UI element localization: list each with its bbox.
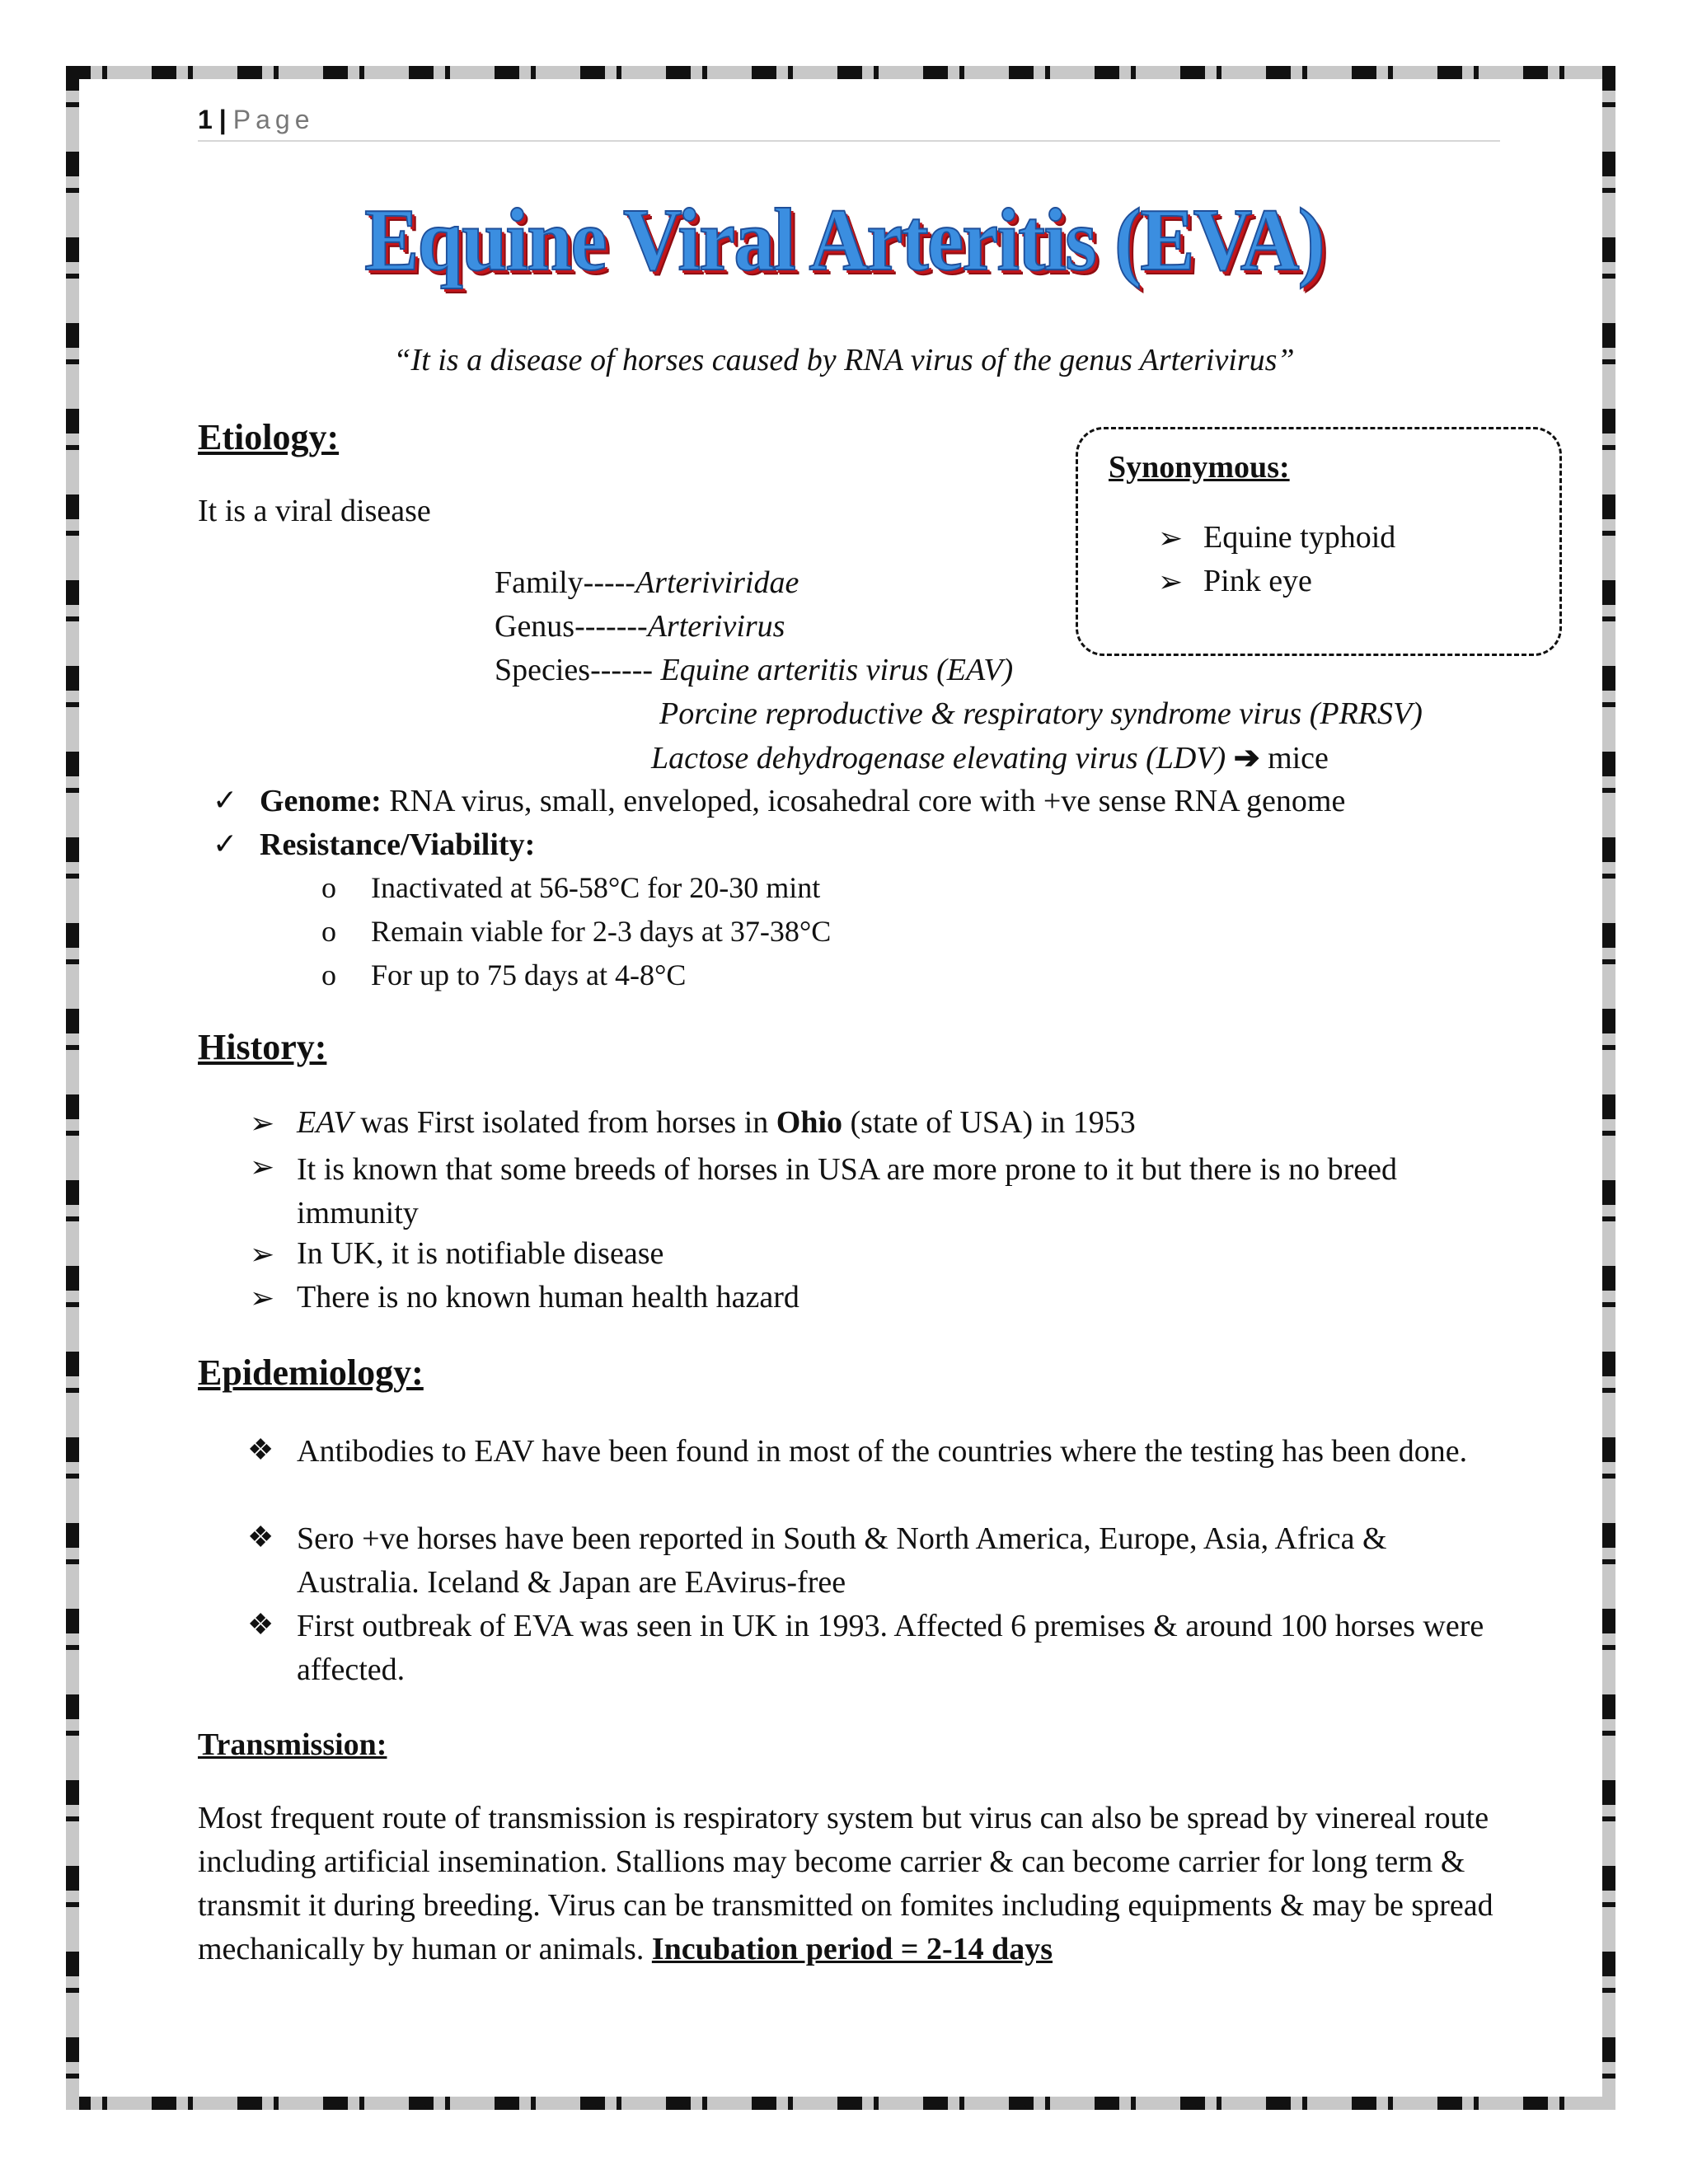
- history-item: It is known that some breeds of horses in USA are more prone to it but there is no breed immunity: [297, 1152, 1397, 1230]
- species-prrsv: Porcine reproductive & respiratory syndrome virus (PRRSV): [659, 696, 1423, 731]
- arrow-bullet-icon: [1158, 565, 1183, 599]
- history-text: was First isolated from horses in: [352, 1105, 776, 1140]
- history-ohio: Ohio: [776, 1105, 843, 1140]
- genus-line: [495, 608, 785, 644]
- history-heading: History:: [198, 1027, 327, 1067]
- synonym-item: Pink eye: [1203, 564, 1312, 598]
- species-label: Species------: [495, 653, 661, 687]
- diamond-bullet-icon: ❖: [247, 1433, 274, 1466]
- species-eav: Equine arteritis virus (EAV): [660, 653, 1014, 687]
- page-word: Page: [232, 105, 315, 134]
- synonymous-heading: Synonymous:: [1109, 450, 1290, 485]
- resistance-item: For up to 75 days at 4-8°C: [371, 958, 687, 991]
- arrow-bullet-icon: [250, 1281, 274, 1315]
- incubation-period: Incubation period = 2-14 days: [651, 1932, 1053, 1966]
- resistance-item: Remain viable for 2-3 days at 37-38°C: [371, 915, 832, 948]
- genome-text: RNA virus, small, enveloped, icosahedral core with +ve sense RNA genome: [381, 784, 1346, 818]
- history-item: There is no known human health hazard: [297, 1280, 799, 1315]
- family-value: Arteriviridae: [635, 565, 799, 600]
- history-item: [297, 1104, 1136, 1141]
- arrow-bullet-icon: [250, 1150, 274, 1184]
- page-separator: |: [218, 105, 227, 134]
- arrow-bullet-icon: [1158, 521, 1183, 555]
- sub-bullet-icon: o: [321, 958, 336, 991]
- transmission-text: Most frequent route of transmission is respiratory system but virus can also be spread by vinereal route including artificial insemination. Stallions may become carrier & can become carrier for long term & transmit it during breeding. Virus can be transmitted on fomites including equipments & may be spread mechanically by human or animals.: [198, 1801, 1493, 1966]
- species-line: [495, 652, 1013, 688]
- page-title: Equine Viral Arteritis (EVA): [364, 191, 1324, 289]
- sub-bullet-icon: o: [321, 915, 336, 948]
- ldv-host: mice: [1259, 741, 1329, 776]
- genus-label: Genus-------: [495, 609, 648, 644]
- arrow-bullet-icon: [250, 1106, 274, 1141]
- diamond-bullet-icon: ❖: [247, 1608, 274, 1641]
- species-ldv-line: [651, 739, 1329, 776]
- epidemiology-item: First outbreak of EVA was seen in UK in 1993. Affected 6 premises & around 100 horses were affected.: [297, 1609, 1484, 1687]
- arrow-right-icon: ➔: [1233, 741, 1260, 776]
- definition-quote: “It is a disease of horses caused by RNA virus of the genus Arterivirus”: [393, 343, 1295, 377]
- resistance-item: Inactivated at 56-58°C for 20-30 mint: [371, 871, 821, 904]
- check-icon: ✓: [213, 827, 238, 860]
- transmission-heading: Transmission:: [198, 1727, 387, 1762]
- page-header: [198, 99, 1500, 142]
- sub-bullet-icon: o: [321, 871, 336, 904]
- genus-value: Arterivirus: [647, 609, 785, 644]
- etiology-heading: Etiology:: [198, 417, 340, 457]
- etiology-intro: It is a viral disease: [198, 494, 431, 528]
- epidemiology-item: Antibodies to EAV have been found in most of the countries where the testing has been done.: [297, 1434, 1468, 1469]
- genome-line: [260, 783, 1345, 819]
- check-icon: ✓: [213, 784, 238, 817]
- family-line: [495, 565, 799, 601]
- epidemiology-heading: Epidemiology:: [198, 1352, 424, 1393]
- border-bottom: [66, 2097, 1615, 2110]
- species-ldv: Lactose dehydrogenase elevating virus (LDV): [651, 741, 1226, 776]
- diamond-bullet-icon: ❖: [247, 1521, 274, 1554]
- synonym-item: Equine typhoid: [1203, 520, 1396, 555]
- border-top: [66, 66, 1615, 79]
- family-label: Family-----: [495, 565, 635, 600]
- page-number: 1: [198, 105, 213, 134]
- arrow-bullet-icon: [250, 1237, 274, 1272]
- history-item: In UK, it is notifiable disease: [297, 1236, 664, 1271]
- epidemiology-item: Sero +ve horses have been reported in South & North America, Europe, Asia, Africa & Australia. Iceland & Japan are EAvirus-free: [297, 1521, 1387, 1600]
- history-text: (state of USA) in 1953: [842, 1105, 1136, 1140]
- history-eav: EAV: [297, 1105, 353, 1140]
- resistance-label: Resistance/Viability:: [260, 827, 536, 862]
- genome-label: Genome:: [260, 784, 382, 818]
- transmission-paragraph: [198, 1797, 1500, 1971]
